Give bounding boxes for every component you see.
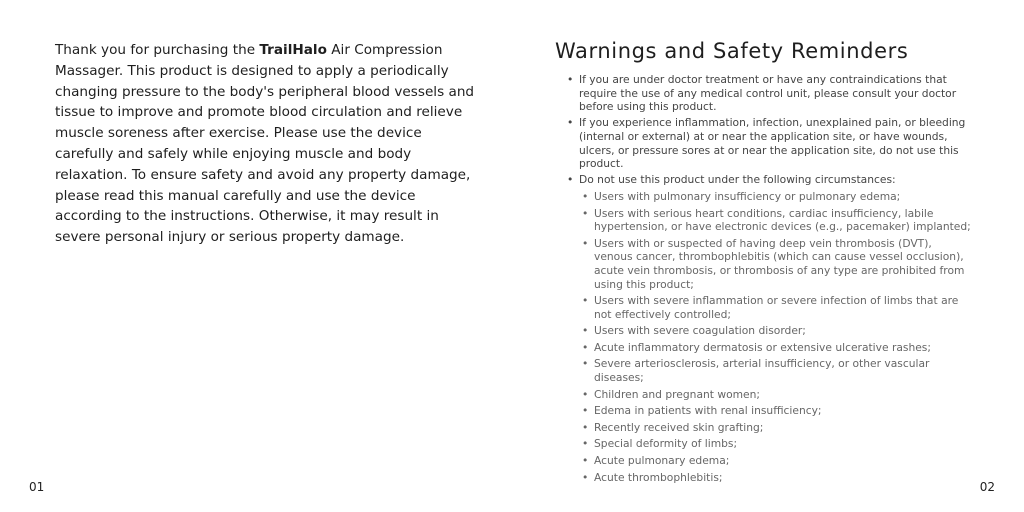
circumstance-item (579, 190, 972, 204)
circumstance-text: Acute inflammatory dermatosis or extensive ulcerative rashes; (594, 340, 931, 354)
circumstance-item (579, 437, 972, 451)
warning-item-text: Do not use this product under the following circumstances: (579, 173, 896, 187)
intro-text-start: Thank you for purchasing the (55, 42, 260, 58)
circumstance-text: Acute pulmonary edema; (594, 454, 730, 468)
warning-item (567, 116, 972, 170)
circumstances-list (579, 190, 972, 484)
bullet-icon: • (582, 454, 589, 468)
circumstance-text: Users with severe coagulation disorder; (594, 324, 806, 338)
circumstance-text: Edema in patients with renal insufficiency; (594, 404, 822, 418)
warning-item (567, 73, 972, 114)
bullet-icon: • (582, 340, 589, 354)
bullet-icon: • (582, 437, 589, 451)
bullet-icon: • (582, 404, 589, 418)
circumstance-item (579, 421, 972, 435)
circumstance-text: Users with or suspected of having deep vein thrombosis (DVT), venous cancer, thrombophlebitis (which can cause vessel occlusion), acute vein thrombosis, or thrombosis of any type are prohibited from using this product; (594, 236, 965, 291)
circumstance-text: Children and pregnant women; (594, 387, 760, 401)
bullet-icon: • (567, 73, 574, 86)
page-number-left: 01 (29, 480, 45, 494)
bullet-icon: • (582, 387, 589, 401)
warnings-list (567, 73, 972, 487)
warnings-title: Warnings and Safety Reminders (555, 39, 909, 63)
right-page (512, 0, 1024, 512)
bullet-icon: • (582, 206, 589, 220)
brand-name: TrailHalo (259, 42, 327, 58)
warning-item-text: If you are under doctor treatment or have any contraindications that require the use of any medical control unit, please consult your doctor before using this product. (579, 73, 957, 114)
bullet-icon: • (582, 236, 589, 250)
circumstance-text: Acute thrombophlebitis; (594, 470, 723, 484)
circumstance-item (579, 341, 972, 355)
intro-paragraph (55, 40, 475, 248)
warning-item-text: If you experience inflammation, infection, unexplained pain, or bleeding (internal or external) at or near the application site, or have wounds, ulcers, or pressure sores at or near the application site, do not use this product. (579, 116, 966, 171)
circumstance-text: Recently received skin grafting; (594, 420, 764, 434)
circumstance-item (579, 454, 972, 468)
circumstance-text: Users with severe inflammation or severe infection of limbs that are not effectively controlled; (594, 294, 959, 321)
circumstance-text: Users with pulmonary insufficiency or pulmonary edema; (594, 189, 901, 203)
circumstance-text: Users with serious heart conditions, cardiac insufficiency, labile hypertension, or have electronic devices (e.g., pacemaker) implanted; (594, 206, 971, 234)
page-number-right: 02 (979, 480, 995, 494)
circumstance-item (579, 471, 972, 485)
bullet-icon: • (582, 470, 589, 484)
bullet-icon: • (582, 189, 589, 203)
circumstance-item (579, 237, 972, 291)
circumstance-item (579, 357, 972, 384)
bullet-icon: • (582, 324, 589, 338)
circumstance-item (579, 324, 972, 338)
circumstance-text: Severe arteriosclerosis, arterial insufficiency, or other vascular diseases; (594, 357, 930, 385)
warning-item (567, 173, 972, 484)
circumstance-item (579, 404, 972, 418)
bullet-icon: • (582, 420, 589, 434)
bullet-icon: • (582, 357, 589, 371)
circumstance-item (579, 388, 972, 402)
bullet-icon: • (567, 173, 574, 187)
intro-text-rest: Air Compression Massager. This product is designed to apply a periodically changing pressure to the body's peripheral blood vessels and tissue to improve and promote blood circulation and relieve muscle soreness after exercise. Please use the device carefully and safely while enjoying muscle and body relaxation. To ensure safety and avoid any property damage, please read this manual carefully and use the device according to the instructions. Otherwise, it may result in severe personal injury or serious property damage. (55, 42, 475, 246)
circumstance-item (579, 294, 972, 321)
bullet-icon: • (567, 116, 574, 130)
circumstance-item (579, 207, 972, 234)
circumstance-text: Special deformity of limbs; (594, 437, 738, 451)
bullet-icon: • (582, 294, 589, 308)
